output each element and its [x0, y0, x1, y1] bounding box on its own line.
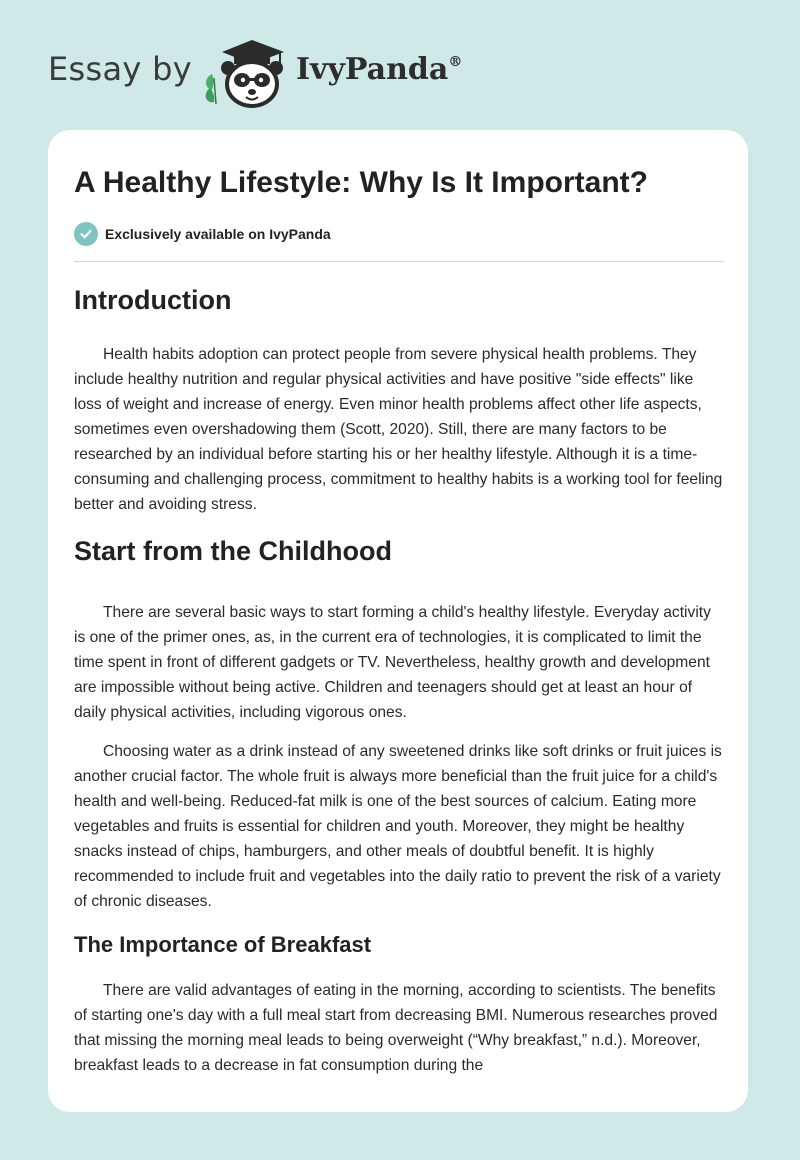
panda-graduate-icon[interactable] — [200, 34, 292, 110]
section-heading-introduction: Introduction — [74, 285, 232, 315]
exclusive-badge — [74, 222, 331, 246]
paragraph-childhood-1: There are several basic ways to start forming a child's healthy lifestyle. Everyday activity is one of the primer ones, as, in the current era of technologies, it is complicated to limit the time spent in front of different gadgets or TV. Nevertheless, healthy growth and development are impossible without being active. Children and teenagers should get at least an hour of daily physical activities, including vigorous ones. — [74, 604, 711, 721]
section-heading-childhood: Start from the Childhood — [74, 536, 392, 566]
brand-logo-text[interactable] — [296, 52, 462, 87]
brand-name: IvyPanda — [296, 52, 449, 87]
paragraph-introduction-1: Health habits adoption can protect people from severe physical health problems. They include healthy nutrition and regular physical activities and have positive "side effects" like loss of weight and increase of energy. Even minor health problems affect other life aspects, sometimes even overshadowing them (Scott, 2020). Still, there are many factors to be researched by an individual before starting his or her healthy lifestyle. Although it is a time-consuming and challenging process, commitment to healthy habits is a working tool for feeling better and avoiding stress. — [74, 346, 723, 513]
essay-card — [48, 130, 748, 1112]
site-header — [0, 0, 800, 130]
exclusive-badge-text: Exclusively available on IvyPanda — [105, 226, 331, 242]
check-circle-icon — [74, 222, 98, 246]
essay-title: A Healthy Lifestyle: Why Is It Important? — [74, 166, 648, 199]
section-heading-breakfast: The Importance of Breakfast — [74, 932, 372, 957]
paragraph-childhood-2: Choosing water as a drink instead of any sweetened drinks like soft drinks or fruit juices is another crucial factor. The whole fruit is always more beneficial than the fruit juice for a child's health and well-being. Reduced-fat milk is one of the best sources of calcium. Eating more vegetables and fruits is essential for children and youth. Moreover, they might be healthy snacks instead of chips, hamburgers, and other meals of doubtful benefit. It is highly recommended to include fruit and vegetables into the daily ratio to prevent the risk of a variety of chronic diseases. — [74, 743, 722, 910]
essay-by-label: Essay by — [48, 50, 192, 88]
ivy-leaf-icon — [206, 74, 216, 104]
essay-body — [74, 280, 724, 1078]
paragraph-breakfast-1: There are valid advantages of eating in the morning, according to scientists. The benefits of starting one's day with a full meal start from decreasing BMI. Numerous researches proved that missing the morning meal leads to being overweight (“Why breakfast,” n.d.). Moreover, breakfast leads to a decrease in fat consumption during the — [74, 982, 718, 1074]
title-divider — [74, 261, 724, 262]
trademark-symbol: ® — [448, 54, 463, 70]
